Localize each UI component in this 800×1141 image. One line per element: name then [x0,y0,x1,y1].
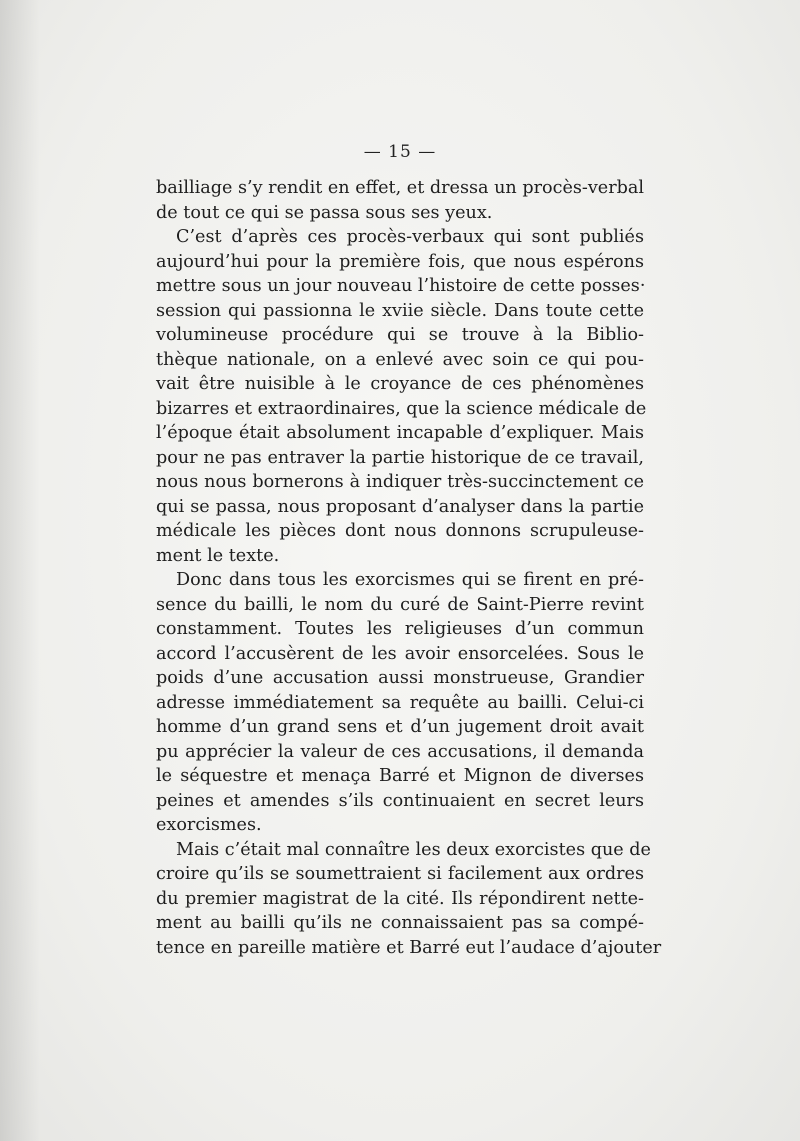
text-line: peines et amendes s’ils continuaient en secret leurs [156,790,644,811]
text-line: le séquestre et menaça Barré et Mignon de diverses [156,766,644,786]
text-line: bizarres et extraordinaires, que la science médicale de [156,398,647,419]
text-line: exorcismes. [156,815,262,835]
text-line: bailliage s’y rendit en effet, et dressa un procès-verbal [156,178,644,198]
text-line: constamment. Toutes les religieuses d’un commun [156,619,644,639]
page-number: — 15 — [363,142,437,162]
text-line: Donc dans tous les exorcismes qui se firent en pré- [176,570,644,590]
text-line: de tout ce qui se passa sous ses yeux. [156,202,493,223]
text-line: du premier magistrat de la cité. Ils répondirent nette- [156,888,644,909]
text-line: ment le texte. [156,545,280,566]
text-line: qui se passa, nous proposant d’analyser dans la partie [156,496,644,517]
text-line: aujourd’hui pour la première fois, que nous espérons [156,251,644,272]
text-line: session qui passionna le xviie siècle. Dans toute cette [156,300,644,321]
text-line: volumineuse procédure qui se trouve à la Biblio- [156,325,644,345]
text-line: poids d’une accusation aussi monstrueuse, Grandier [156,668,644,688]
text-line: vait être nuisible à le croyance de ces phénomènes [156,374,644,394]
text-line: adresse immédiatement sa requête au bailli. Celui-ci [156,692,644,713]
text-line: accord l’accusèrent de les avoir ensorcelées. Sous le [156,643,644,664]
text-line: l’époque était absolument incapable d’expliquer. Mais [156,423,644,443]
text-line: nous nous bornerons à indiquer très-succinctement ce [156,472,644,492]
paragraph [156,176,644,225]
text-line: sence du bailli, le nom du curé de Saint-Pierre revint [156,594,644,615]
text-line: pour ne pas entraver la partie historique de ce travail, [156,447,644,468]
text-line: tence en pareille matière et Barré eut l’audace d’ajouter [156,937,662,958]
page-edge-shadow [0,0,40,1141]
text-line: homme d’un grand sens et d’un jugement droit avait [156,717,644,737]
text-line: croire qu’ils se soumettraient si facilement aux ordres [156,864,644,884]
text-line: Mais c’était mal connaître les deux exorcistes que de [176,839,651,860]
text-line: C’est d’après ces procès-verbaux qui sont publiés [176,227,644,247]
text-line: pu apprécier la valeur de ces accusations, il demanda [156,741,644,762]
paragraph [156,225,647,568]
text-line: thèque nationale, on a enlevé avec soin ce qui pou- [156,349,644,370]
text-line: médicale les pièces dont nous donnons scrupuleuse- [156,521,644,541]
text-line: mettre sous un jour nouveau l’histoire de cette posses· [156,276,646,296]
paragraph [156,838,662,961]
body-text [156,176,662,960]
paragraph [156,568,644,838]
text-line: ment au bailli qu’ils ne connaissaient pas sa compé- [156,913,644,933]
